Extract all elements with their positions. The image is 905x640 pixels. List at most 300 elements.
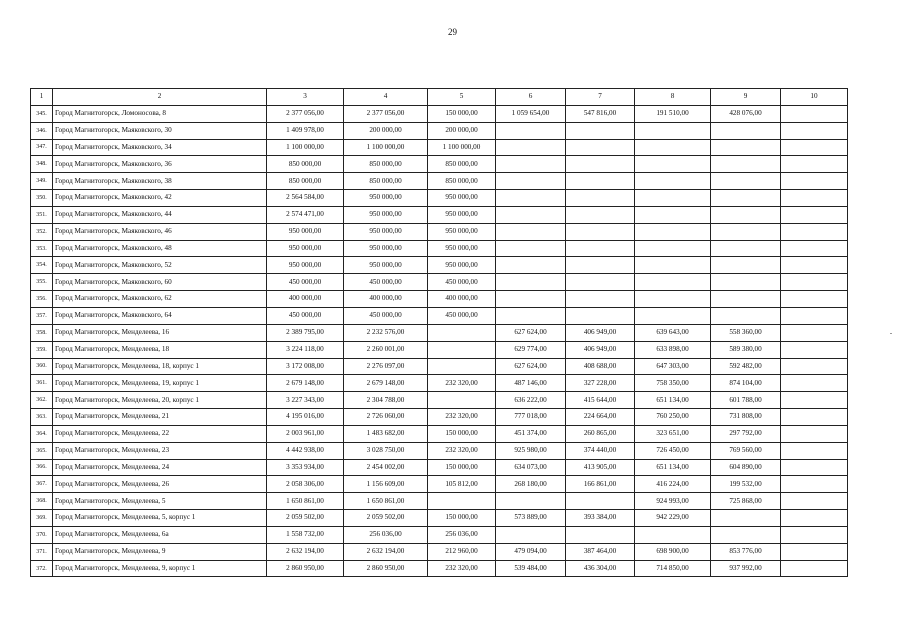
col6-cell: 777 018,00 <box>496 409 566 426</box>
col6-cell <box>496 240 566 257</box>
row-number: 356. <box>31 291 53 308</box>
col3-cell: 950 000,00 <box>267 223 344 240</box>
row-number: 352. <box>31 223 53 240</box>
col6-cell <box>496 122 566 139</box>
col3-cell: 3 227 343,00 <box>267 392 344 409</box>
col9-cell: 592 482,00 <box>711 358 781 375</box>
col3-cell: 850 000,00 <box>267 173 344 190</box>
col7-cell <box>566 223 635 240</box>
col7-cell: 327 228,00 <box>566 375 635 392</box>
col4-cell: 200 000,00 <box>344 122 428 139</box>
col3-cell: 3 172 008,00 <box>267 358 344 375</box>
col7-cell <box>566 206 635 223</box>
scan-speck <box>890 333 892 334</box>
row-number: 357. <box>31 307 53 324</box>
col9-cell: 731 808,00 <box>711 409 781 426</box>
col6-cell: 1 059 654,00 <box>496 105 566 122</box>
col5-cell: 450 000,00 <box>428 274 496 291</box>
col9-cell <box>711 240 781 257</box>
col4-cell: 1 483 682,00 <box>344 425 428 442</box>
col8-cell: 698 900,00 <box>635 543 711 560</box>
address-cell: Город Магнитогорск, Менделеева, 6а <box>53 526 267 543</box>
row-number: 365. <box>31 442 53 459</box>
row-number: 355. <box>31 274 53 291</box>
row-number: 350. <box>31 190 53 207</box>
row-number: 347. <box>31 139 53 156</box>
col10-cell <box>781 560 848 577</box>
table-row <box>31 274 848 291</box>
table-row <box>31 257 848 274</box>
col6-cell <box>496 206 566 223</box>
col4-cell: 950 000,00 <box>344 223 428 240</box>
col8-cell <box>635 206 711 223</box>
row-number: 361. <box>31 375 53 392</box>
col9-cell: 589 380,00 <box>711 341 781 358</box>
col5-cell: 450 000,00 <box>428 307 496 324</box>
col6-cell: 634 073,00 <box>496 459 566 476</box>
address-cell: Город Магнитогорск, Менделеева, 5 <box>53 493 267 510</box>
table-row <box>31 358 848 375</box>
col5-cell: 150 000,00 <box>428 425 496 442</box>
col3-cell: 2 058 306,00 <box>267 476 344 493</box>
table-row <box>31 510 848 527</box>
col8-cell <box>635 274 711 291</box>
col3-cell: 400 000,00 <box>267 291 344 308</box>
col7-cell: 166 861,00 <box>566 476 635 493</box>
col3-cell: 2 059 502,00 <box>267 510 344 527</box>
col7-cell: 374 440,00 <box>566 442 635 459</box>
table-row <box>31 392 848 409</box>
table-row <box>31 291 848 308</box>
col8-cell <box>635 291 711 308</box>
col8-cell: 651 134,00 <box>635 392 711 409</box>
col6-cell <box>496 274 566 291</box>
address-cell: Город Магнитогорск, Менделеева, 21 <box>53 409 267 426</box>
col4-cell: 450 000,00 <box>344 307 428 324</box>
col9-cell <box>711 122 781 139</box>
col4-cell: 2 377 056,00 <box>344 105 428 122</box>
column-header-8: 8 <box>635 89 711 106</box>
col10-cell <box>781 122 848 139</box>
col10-cell <box>781 510 848 527</box>
col4-cell: 950 000,00 <box>344 190 428 207</box>
col3-cell: 2 632 194,00 <box>267 543 344 560</box>
col10-cell <box>781 409 848 426</box>
col5-cell: 950 000,00 <box>428 206 496 223</box>
col6-cell <box>496 156 566 173</box>
col3-cell: 2 574 471,00 <box>267 206 344 223</box>
col9-cell: 769 560,00 <box>711 442 781 459</box>
col4-cell: 1 156 609,00 <box>344 476 428 493</box>
col6-cell: 573 889,00 <box>496 510 566 527</box>
col9-cell: 199 532,00 <box>711 476 781 493</box>
col10-cell <box>781 105 848 122</box>
col10-cell <box>781 375 848 392</box>
col3-cell: 2 003 961,00 <box>267 425 344 442</box>
col3-cell: 1 100 000,00 <box>267 139 344 156</box>
col8-cell <box>635 307 711 324</box>
col9-cell: 725 868,00 <box>711 493 781 510</box>
address-cell: Город Магнитогорск, Маяковского, 38 <box>53 173 267 190</box>
col8-cell: 760 250,00 <box>635 409 711 426</box>
col10-cell <box>781 442 848 459</box>
col8-cell <box>635 240 711 257</box>
table-row <box>31 105 848 122</box>
col8-cell <box>635 257 711 274</box>
col10-cell <box>781 206 848 223</box>
row-number: 346. <box>31 122 53 139</box>
address-cell: Город Магнитогорск, Маяковского, 30 <box>53 122 267 139</box>
col5-cell: 950 000,00 <box>428 257 496 274</box>
col9-cell <box>711 291 781 308</box>
col10-cell <box>781 139 848 156</box>
col10-cell <box>781 240 848 257</box>
col3-cell: 2 564 584,00 <box>267 190 344 207</box>
col4-cell: 2 260 001,00 <box>344 341 428 358</box>
col8-cell: 758 350,00 <box>635 375 711 392</box>
table-row <box>31 493 848 510</box>
col5-cell: 150 000,00 <box>428 510 496 527</box>
table-row <box>31 526 848 543</box>
col10-cell <box>781 223 848 240</box>
col3-cell: 3 224 118,00 <box>267 341 344 358</box>
col4-cell: 850 000,00 <box>344 173 428 190</box>
row-number: 353. <box>31 240 53 257</box>
table-row <box>31 240 848 257</box>
col6-cell <box>496 526 566 543</box>
col7-cell <box>566 526 635 543</box>
col3-cell: 2 679 148,00 <box>267 375 344 392</box>
col3-cell: 950 000,00 <box>267 240 344 257</box>
col4-cell: 950 000,00 <box>344 240 428 257</box>
col3-cell: 450 000,00 <box>267 307 344 324</box>
col6-cell: 627 624,00 <box>496 324 566 341</box>
col9-cell <box>711 510 781 527</box>
row-number: 369. <box>31 510 53 527</box>
row-number: 364. <box>31 425 53 442</box>
row-number: 348. <box>31 156 53 173</box>
col8-cell: 416 224,00 <box>635 476 711 493</box>
col4-cell: 2 276 097,00 <box>344 358 428 375</box>
col5-cell: 400 000,00 <box>428 291 496 308</box>
col7-cell <box>566 274 635 291</box>
col8-cell <box>635 526 711 543</box>
address-cell: Город Магнитогорск, Маяковского, 44 <box>53 206 267 223</box>
col5-cell <box>428 324 496 341</box>
col5-cell: 232 320,00 <box>428 409 496 426</box>
col7-cell <box>566 190 635 207</box>
col9-cell <box>711 274 781 291</box>
col6-cell <box>496 257 566 274</box>
col3-cell: 2 389 795,00 <box>267 324 344 341</box>
col5-cell: 850 000,00 <box>428 156 496 173</box>
col10-cell <box>781 476 848 493</box>
col7-cell: 393 384,00 <box>566 510 635 527</box>
col5-cell <box>428 392 496 409</box>
address-cell: Город Магнитогорск, Маяковского, 64 <box>53 307 267 324</box>
row-number: 362. <box>31 392 53 409</box>
address-cell: Город Магнитогорск, Менделеева, 16 <box>53 324 267 341</box>
col7-cell: 408 688,00 <box>566 358 635 375</box>
row-number: 349. <box>31 173 53 190</box>
row-number: 358. <box>31 324 53 341</box>
col9-cell: 937 992,00 <box>711 560 781 577</box>
col4-cell: 850 000,00 <box>344 156 428 173</box>
address-cell: Город Магнитогорск, Менделеева, 23 <box>53 442 267 459</box>
col6-cell <box>496 291 566 308</box>
col10-cell <box>781 274 848 291</box>
table-row <box>31 122 848 139</box>
col10-cell <box>781 307 848 324</box>
table-row <box>31 459 848 476</box>
col3-cell: 450 000,00 <box>267 274 344 291</box>
col4-cell: 2 860 950,00 <box>344 560 428 577</box>
col7-cell <box>566 173 635 190</box>
address-cell: Город Магнитогорск, Менделеева, 26 <box>53 476 267 493</box>
col4-cell: 1 650 861,00 <box>344 493 428 510</box>
col7-cell: 406 949,00 <box>566 324 635 341</box>
row-number: 360. <box>31 358 53 375</box>
col4-cell: 2 632 194,00 <box>344 543 428 560</box>
address-cell: Город Магнитогорск, Ломоносова, 8 <box>53 105 267 122</box>
col8-cell: 633 898,00 <box>635 341 711 358</box>
data-table <box>30 88 848 577</box>
col6-cell <box>496 493 566 510</box>
col10-cell <box>781 493 848 510</box>
col9-cell: 558 360,00 <box>711 324 781 341</box>
table-row <box>31 324 848 341</box>
address-cell: Город Магнитогорск, Маяковского, 36 <box>53 156 267 173</box>
col4-cell: 950 000,00 <box>344 206 428 223</box>
col9-cell <box>711 307 781 324</box>
table-row <box>31 442 848 459</box>
header-row <box>31 89 848 106</box>
row-number: 363. <box>31 409 53 426</box>
col5-cell <box>428 341 496 358</box>
col4-cell: 400 000,00 <box>344 291 428 308</box>
table-row <box>31 139 848 156</box>
col7-cell: 224 664,00 <box>566 409 635 426</box>
address-cell: Город Магнитогорск, Менделеева, 18, корпус 1 <box>53 358 267 375</box>
col7-cell: 406 949,00 <box>566 341 635 358</box>
col4-cell: 950 000,00 <box>344 257 428 274</box>
col7-cell: 260 865,00 <box>566 425 635 442</box>
address-cell: Город Магнитогорск, Маяковского, 48 <box>53 240 267 257</box>
col9-cell <box>711 139 781 156</box>
address-cell: Город Магнитогорск, Маяковского, 46 <box>53 223 267 240</box>
table-body <box>31 105 848 577</box>
col9-cell <box>711 173 781 190</box>
col7-cell: 387 464,00 <box>566 543 635 560</box>
col10-cell <box>781 257 848 274</box>
col4-cell: 2 726 060,00 <box>344 409 428 426</box>
col5-cell: 950 000,00 <box>428 223 496 240</box>
table-row <box>31 409 848 426</box>
col8-cell: 639 643,00 <box>635 324 711 341</box>
col3-cell: 4 442 938,00 <box>267 442 344 459</box>
col6-cell: 487 146,00 <box>496 375 566 392</box>
col4-cell: 2 454 002,00 <box>344 459 428 476</box>
col9-cell <box>711 190 781 207</box>
col3-cell: 3 353 934,00 <box>267 459 344 476</box>
address-cell: Город Магнитогорск, Менделеева, 9, корпус 1 <box>53 560 267 577</box>
col5-cell: 105 812,00 <box>428 476 496 493</box>
col7-cell <box>566 257 635 274</box>
col3-cell: 950 000,00 <box>267 257 344 274</box>
col4-cell: 2 059 502,00 <box>344 510 428 527</box>
row-number: 345. <box>31 105 53 122</box>
col6-cell: 451 374,00 <box>496 425 566 442</box>
col4-cell: 256 036,00 <box>344 526 428 543</box>
table-header <box>31 89 848 106</box>
col6-cell <box>496 190 566 207</box>
col8-cell: 942 229,00 <box>635 510 711 527</box>
col5-cell: 950 000,00 <box>428 190 496 207</box>
column-header-7: 7 <box>566 89 635 106</box>
column-header-10: 10 <box>781 89 848 106</box>
table-row <box>31 425 848 442</box>
address-cell: Город Магнитогорск, Менделеева, 24 <box>53 459 267 476</box>
col4-cell: 2 679 148,00 <box>344 375 428 392</box>
address-cell: Город Магнитогорск, Маяковского, 42 <box>53 190 267 207</box>
table-row <box>31 560 848 577</box>
col7-cell <box>566 139 635 156</box>
row-number: 359. <box>31 341 53 358</box>
address-cell: Город Магнитогорск, Менделеева, 22 <box>53 425 267 442</box>
col6-cell: 539 484,00 <box>496 560 566 577</box>
col9-cell <box>711 206 781 223</box>
col3-cell: 1 650 861,00 <box>267 493 344 510</box>
col8-cell <box>635 190 711 207</box>
col3-cell: 2 860 950,00 <box>267 560 344 577</box>
address-cell: Город Магнитогорск, Менделеева, 5, корпус 1 <box>53 510 267 527</box>
row-number: 371. <box>31 543 53 560</box>
col10-cell <box>781 291 848 308</box>
col4-cell: 450 000,00 <box>344 274 428 291</box>
col6-cell: 636 222,00 <box>496 392 566 409</box>
col8-cell: 323 651,00 <box>635 425 711 442</box>
col7-cell: 413 905,00 <box>566 459 635 476</box>
col5-cell: 212 960,00 <box>428 543 496 560</box>
address-cell: Город Магнитогорск, Менделеева, 19, корпус 1 <box>53 375 267 392</box>
col9-cell <box>711 223 781 240</box>
col5-cell: 200 000,00 <box>428 122 496 139</box>
col10-cell <box>781 156 848 173</box>
col6-cell <box>496 139 566 156</box>
col6-cell <box>496 173 566 190</box>
address-cell: Город Магнитогорск, Маяковского, 62 <box>53 291 267 308</box>
col8-cell <box>635 156 711 173</box>
table-row <box>31 223 848 240</box>
col9-cell: 601 788,00 <box>711 392 781 409</box>
address-cell: Город Магнитогорск, Маяковского, 52 <box>53 257 267 274</box>
col5-cell: 950 000,00 <box>428 240 496 257</box>
col3-cell: 1 409 978,00 <box>267 122 344 139</box>
col3-cell: 2 377 056,00 <box>267 105 344 122</box>
col9-cell: 853 776,00 <box>711 543 781 560</box>
col10-cell <box>781 425 848 442</box>
col4-cell: 3 028 750,00 <box>344 442 428 459</box>
row-number: 370. <box>31 526 53 543</box>
col8-cell: 924 993,00 <box>635 493 711 510</box>
column-header-5: 5 <box>428 89 496 106</box>
col4-cell: 2 232 576,00 <box>344 324 428 341</box>
table-row <box>31 206 848 223</box>
col8-cell <box>635 139 711 156</box>
table-row <box>31 190 848 207</box>
col6-cell <box>496 223 566 240</box>
table-row <box>31 476 848 493</box>
address-cell: Город Магнитогорск, Менделеева, 20, корпус 1 <box>53 392 267 409</box>
col7-cell <box>566 240 635 257</box>
col9-cell <box>711 257 781 274</box>
row-number: 366. <box>31 459 53 476</box>
col5-cell: 850 000,00 <box>428 173 496 190</box>
row-number: 367. <box>31 476 53 493</box>
col5-cell: 1 100 000,00 <box>428 139 496 156</box>
address-cell: Город Магнитогорск, Менделеева, 18 <box>53 341 267 358</box>
col9-cell: 874 104,00 <box>711 375 781 392</box>
col7-cell <box>566 291 635 308</box>
column-header-4: 4 <box>344 89 428 106</box>
col10-cell <box>781 459 848 476</box>
row-number: 354. <box>31 257 53 274</box>
col5-cell: 256 036,00 <box>428 526 496 543</box>
col8-cell: 191 510,00 <box>635 105 711 122</box>
col7-cell: 547 816,00 <box>566 105 635 122</box>
col10-cell <box>781 173 848 190</box>
col5-cell: 232 320,00 <box>428 442 496 459</box>
col3-cell: 4 195 016,00 <box>267 409 344 426</box>
col9-cell: 604 890,00 <box>711 459 781 476</box>
col5-cell: 150 000,00 <box>428 105 496 122</box>
column-header-3: 3 <box>267 89 344 106</box>
col7-cell: 415 644,00 <box>566 392 635 409</box>
col5-cell <box>428 358 496 375</box>
col10-cell <box>781 526 848 543</box>
column-header-1: 1 <box>31 89 53 106</box>
table-row <box>31 375 848 392</box>
col9-cell: 428 076,00 <box>711 105 781 122</box>
col5-cell: 232 320,00 <box>428 560 496 577</box>
col7-cell: 436 304,00 <box>566 560 635 577</box>
col8-cell <box>635 173 711 190</box>
col10-cell <box>781 190 848 207</box>
col7-cell <box>566 493 635 510</box>
col8-cell: 651 134,00 <box>635 459 711 476</box>
col8-cell: 647 303,00 <box>635 358 711 375</box>
col10-cell <box>781 543 848 560</box>
column-header-9: 9 <box>711 89 781 106</box>
col6-cell: 268 180,00 <box>496 476 566 493</box>
col7-cell <box>566 156 635 173</box>
column-header-6: 6 <box>496 89 566 106</box>
col7-cell <box>566 122 635 139</box>
col6-cell: 627 624,00 <box>496 358 566 375</box>
col10-cell <box>781 392 848 409</box>
address-cell: Город Магнитогорск, Маяковского, 34 <box>53 139 267 156</box>
col9-cell <box>711 156 781 173</box>
col10-cell <box>781 324 848 341</box>
col3-cell: 850 000,00 <box>267 156 344 173</box>
col6-cell <box>496 307 566 324</box>
address-cell: Город Магнитогорск, Менделеева, 9 <box>53 543 267 560</box>
row-number: 368. <box>31 493 53 510</box>
row-number: 351. <box>31 206 53 223</box>
row-number: 372. <box>31 560 53 577</box>
table-row <box>31 307 848 324</box>
col4-cell: 1 100 000,00 <box>344 139 428 156</box>
